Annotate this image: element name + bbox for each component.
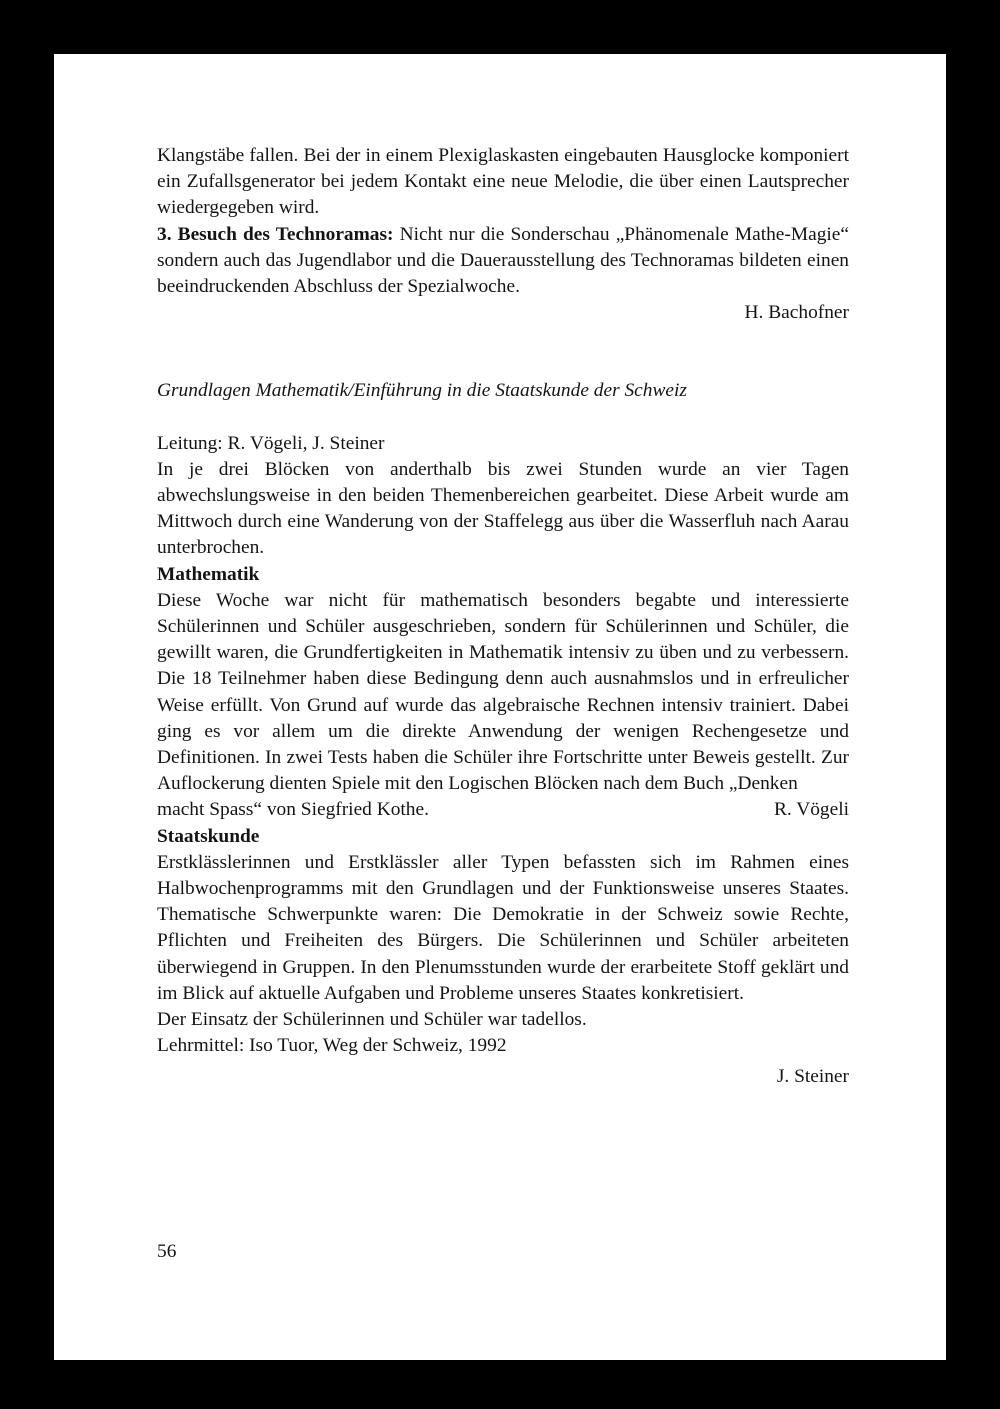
mathematik-last-text: macht Spass“ von Siegfried Kothe. <box>157 799 429 821</box>
lehrmittel-line: Lehrmittel: Iso Tuor, Weg der Schweiz, 1992 <box>157 1035 507 1057</box>
signature-bachofner: H. Bachofner <box>744 302 849 324</box>
overview-paragraph: In je drei Blöcken von anderthalb bis zwei Stunden wurde an vier Tagen abwechslungsweise in den beiden Themenbereichen gearbeitet. Diese Arbeit wurde am Mittwoch durch eine Wanderung von der Staffelegg aus über die Wasserfluh nach Aarau unterbrochen. <box>157 458 849 559</box>
leitung-line: Leitung: R. Vögeli, J. Steiner <box>157 432 385 454</box>
mathematik-paragraph: Diese Woche war nicht für mathematisch besonders begabte und interessierte Schülerinnen und Schüler ausgeschrieben, sondern für Schülerinnen und Schüler, die gewillt waren, die Grundfertigkeiten in Mathematik intensiv zu üben und zu verbessern. Die 18 Teilnehmer haben diese Bedingung denn auch ausnahmslos und in erfreulicher Weise erfüllt. Von Grund auf wurde das algebraische Rechnen intensiv trainiert. Dabei ging es vor allem um die direkte Anwendung der wenigen Rechengesetze und Definitionen. In zwei Tests haben die Schüler ihre Fortschritte unter Beweis gestellt. Zur Auflockerung dienten Spiele mit den Logischen Blöcken nach dem Buch „Denken <box>157 589 849 795</box>
item-3-paragraph <box>157 222 849 301</box>
mathematik-heading: Mathematik <box>157 563 260 585</box>
item-3-label: 3. Besuch des Technoramas: <box>157 223 394 245</box>
item-3-text: Nicht nur die Sonderschau „Phänomenale Mathe-Magie“ sondern auch das Jugendlabor und die Dauerausstellung des Technoramas bildeten einen beeindruckenden Abschluss der Spezialwoche. <box>157 223 849 298</box>
document-page <box>54 54 946 1360</box>
page-content <box>157 143 849 1090</box>
spacer <box>157 405 849 431</box>
signature-voegeli: R. Vögeli <box>773 799 849 821</box>
intro-paragraph: Klangstäbe fallen. Bei der in einem Plexiglaskasten eingebauten Hausglocke komponiert ein Zufallsgenerator bei jedem Kontakt eine neue Melodie, die über einen Lautsprecher wiedergegeben wird. <box>157 145 849 219</box>
staatskunde-heading: Staatskunde <box>157 825 260 847</box>
staatskunde-paragraph: Erstklässlerinnen und Erstklässler aller Typen befassten sich im Rahmen eines Halbwochenprogramms mit den Grundlagen und der Funktionsweise unseres Staates. Thematische Schwerpunkte waren: Die Demokratie in der Schweiz sowie Rechte, Pflichten und Freiheiten des Bürgers. Die Schülerinnen und Schüler arbeiteten überwiegend in Gruppen. In den Plenumsstunden wurde der erarbeitete Stoff geklärt und im Blick auf aktuelle Aufgaben und Probleme unseres Staates konkretisiert. <box>157 851 849 1004</box>
section-title: Grundlagen Mathematik/Einführung in die Staatskunde der Schweiz <box>157 380 687 402</box>
einsatz-line: Der Einsatz der Schülerinnen und Schüler war tadellos. <box>157 1009 587 1031</box>
page-number: 56 <box>157 1241 177 1262</box>
signature-steiner: J. Steiner <box>776 1065 849 1087</box>
spacer <box>157 326 849 378</box>
mathematik-last-line <box>157 797 849 823</box>
